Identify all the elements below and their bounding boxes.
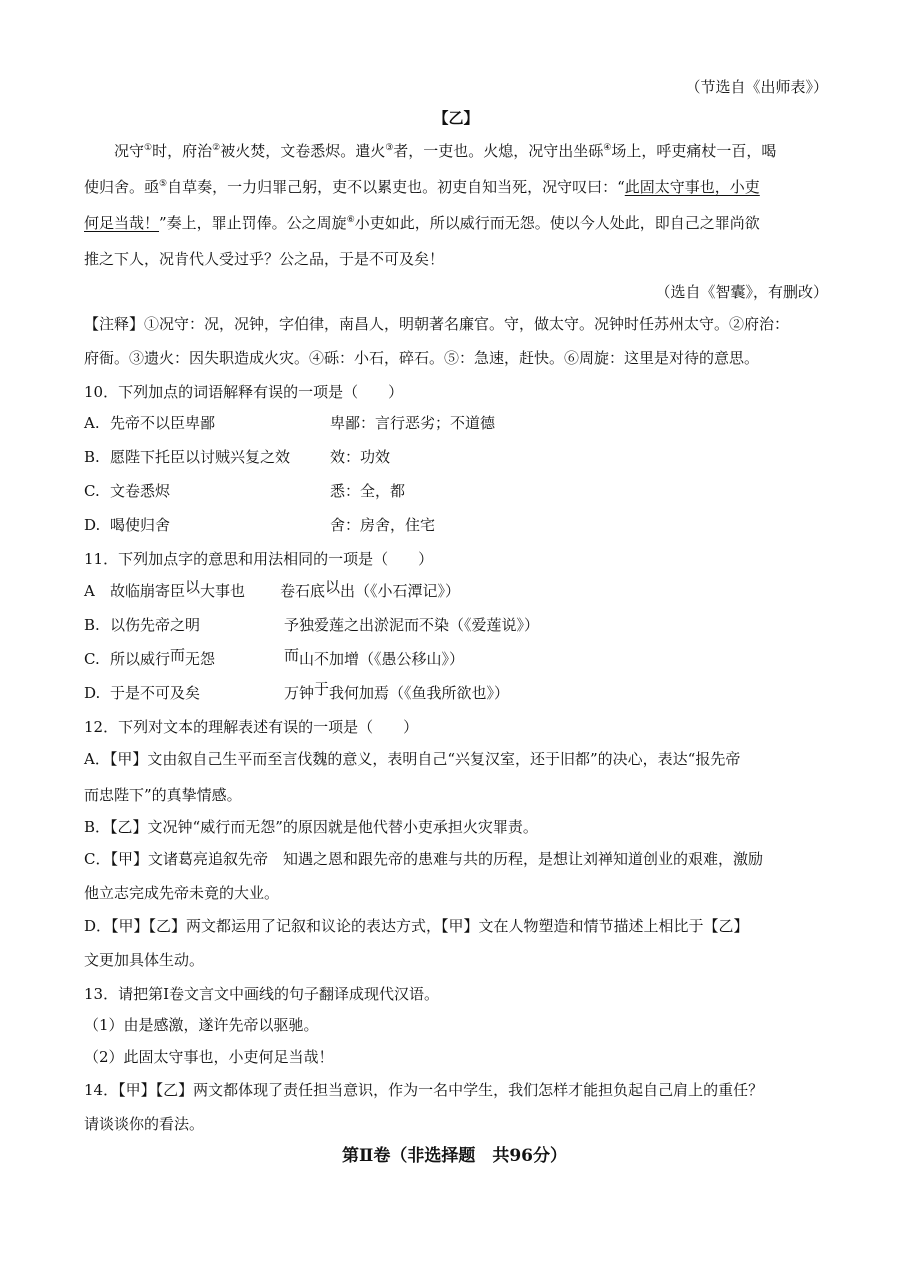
dotted-char: 而 <box>170 646 186 664</box>
q10-explain-c: 悉：全，都 <box>330 482 406 500</box>
q11-compare-c: 而山不加增（《愚公移山》） <box>284 646 465 668</box>
q11-option-a: A 故临崩寄臣以大事也 <box>84 578 246 600</box>
underlined-sentence-part-1: 此固太守事也，小吏 <box>624 178 760 196</box>
source-jia: （节选自《出师表》） <box>685 78 828 96</box>
q14-line-2: 请谈谈你的看法。 <box>84 1115 205 1133</box>
q10-explain-d: 舍：房舍，住宅 <box>330 516 436 534</box>
q12-option-a-line-1: A．【甲】文由叙自己生平而至言伐魏的意义，表明自己“兴复汉室，还于旧都”的决心，表达“报先帝 <box>84 750 741 768</box>
q13-sentence-2: （2）此固太守事也，小吏何足当哉！ <box>84 1048 334 1066</box>
q12-stem: 12．下列对文本的理解表述有误的一项是（ ） <box>84 718 419 736</box>
q12-option-c-line-2: 他立志完成先帝未竟的大业。 <box>84 884 280 902</box>
notes-line-1: 【注释】①况守：况，况钟，字伯律，南昌人，明朝著名廉官。守，做太守。况钟时任苏州太守。②府治： <box>84 315 790 333</box>
q11-compare-a: 卷石底以出（《小石潭记》） <box>280 578 461 600</box>
q11-stem: 11．下列加点字的意思和用法相同的一项是（ ） <box>84 550 434 568</box>
dotted-char: 以 <box>325 578 341 596</box>
dotted-char: 而 <box>284 646 300 664</box>
q11-option-b: B. 以伤先帝之明 <box>84 616 201 634</box>
dotted-char: 于 <box>314 680 330 698</box>
notes-line-2: 府衙。③遗火：因失职造成火灾。④砾：小石，碎石。⑤：急速，赶快。⑥周旋：这里是对待的意思。 <box>84 349 760 367</box>
q10-option-d: D. 喝使归舍 <box>84 516 171 534</box>
q10-option-b: B. 愿陛下托臣以讨贼兴复之效 <box>84 448 291 466</box>
q11-option-d: D. 于是不可及矣 <box>84 684 201 702</box>
yi-text-line-1: 况守①时，府治②被火焚，文卷悉烬。遣火③者，一吏也。火熄，况守出坐砾④场上，呼吏痛杖一百，喝 <box>114 142 777 160</box>
yi-text-line-4: 推之下人，况肯代人受过乎？公之品，于是不可及矣！ <box>84 250 445 268</box>
source-yi: （选自《智囊》，有删改） <box>655 283 828 301</box>
q10-explain-b: 效：功效 <box>330 448 391 466</box>
q13-sentence-1: （1）由是感激，遂许先帝以驱驰。 <box>84 1016 319 1034</box>
q12-option-b: B．【乙】文况钟“威行而无怨”的原因就是他代替小吏承担火灾罪责。 <box>84 818 538 836</box>
q13-stem: 13．请把第Ⅰ卷文言文中画线的句子翻译成现代汉语。 <box>84 985 440 1003</box>
q11-compare-b: 予独爱莲之出淤泥而不染（《爱莲说》） <box>284 616 540 634</box>
q10-explain-a: 卑鄙：言行恶劣；不道德 <box>330 414 496 432</box>
section-title: 第Ⅱ卷（非选择题 共96分） <box>342 1146 567 1166</box>
q12-option-d-line-2: 文更加具体生动。 <box>84 951 205 969</box>
yi-text-line-3: 何足当哉！”奏上，罪止罚俸。公之周旋⑥小吏如此，所以威行而无怨。使以今人处此，即自己之罪尚欲 <box>84 214 760 232</box>
yi-heading: 【乙】 <box>433 109 479 127</box>
underlined-sentence-part-2: 何足当哉！ <box>84 214 160 232</box>
q11-option-c: C. 所以威行而无怨 <box>84 646 216 668</box>
q12-option-c-line-1: C．【甲】文诸葛亮追叙先帝 知遇之恩和跟先帝的患难与共的历程，是想让刘禅知道创业的艰难，激励 <box>84 850 763 868</box>
q14-line-1: 14．【甲】【乙】两文都体现了责任担当意识，作为一名中学生，我们怎样才能担负起自己肩上的重任？ <box>84 1081 764 1099</box>
q12-option-d-line-1: D．【甲】【乙】两文都运用了记叙和议论的表达方式，【甲】文在人物塑造和情节描述上相比于【乙】 <box>84 917 749 935</box>
q10-option-c: C. 文卷悉烬 <box>84 482 171 500</box>
q10-option-a: A. 先帝不以臣卑鄙 <box>84 414 216 432</box>
q10-stem: 10．下列加点的词语解释有误的一项是（ ） <box>84 383 404 401</box>
q11-compare-d: 万钟于我何加焉（《鱼我所欲也》） <box>284 680 510 702</box>
dotted-char: 以 <box>185 578 201 596</box>
yi-text-line-2: 使归舍。亟⑤自草奏，一力归罪己躬，吏不以累吏也。初吏自知当死，况守叹曰：“此固太守事也，小吏 <box>84 178 760 196</box>
q12-option-a-line-2: 而忠陛下”的真挚情感。 <box>84 786 242 804</box>
